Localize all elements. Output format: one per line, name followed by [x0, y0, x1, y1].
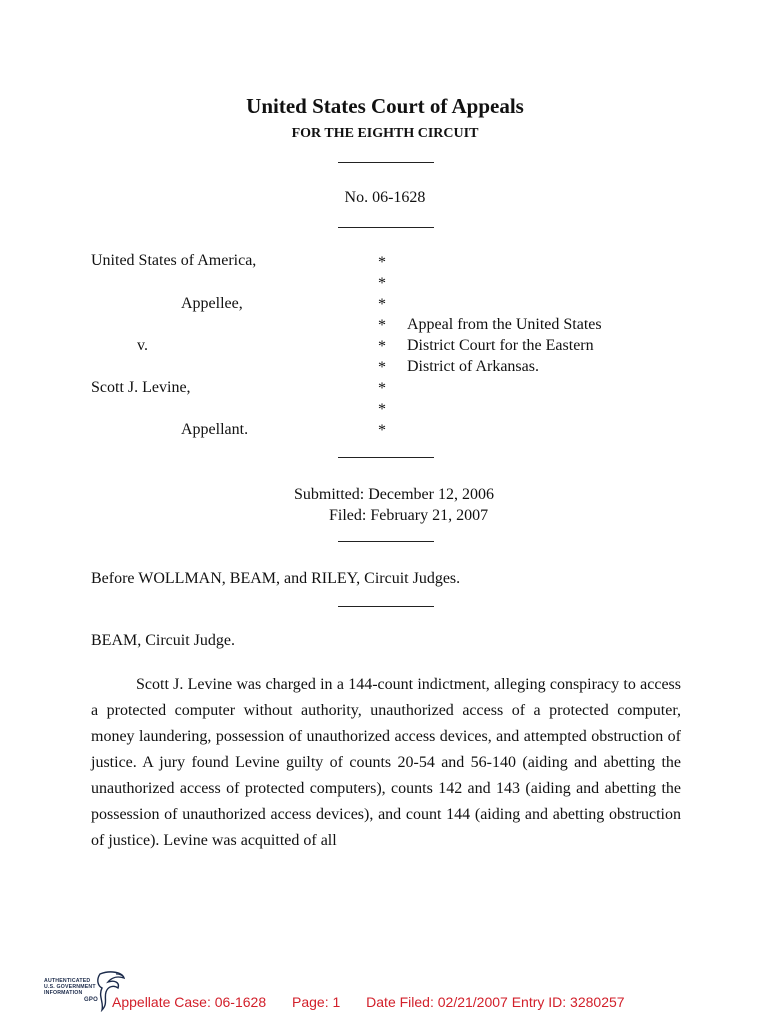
case-number: No. 06-1628	[344, 189, 426, 206]
opinion-author: BEAM, Circuit Judge.	[91, 632, 235, 649]
electronic-filing-stamp	[112, 994, 647, 1010]
caption-star: *	[378, 338, 386, 355]
party-defendant: Scott J. Levine,	[91, 379, 191, 396]
caption-star: *	[378, 296, 386, 313]
caption-star: *	[378, 317, 386, 334]
divider	[338, 162, 434, 163]
appeal-from-line: Appeal from the United States	[407, 316, 602, 333]
versus-label: v.	[137, 337, 148, 354]
logo-text: GPO	[84, 997, 98, 1003]
footer-date-filed: Date Filed: 02/21/2007 Entry ID: 3280257	[366, 994, 625, 1010]
divider	[338, 227, 434, 228]
footer-page: Page: 1	[292, 994, 341, 1010]
opinion-paragraph: Scott J. Levine was charged in a 144-count indictment, alleging conspiracy to access a protected computer without authority, unauthorized access of a protected computer, money laundering, possession of unauthorized access devices, and attempted obstruction of justice. A jury found Levine guilty of counts 20-54 and 56-140 (aiding and abetting the unauthorized access of protected computers), counts 142 and 143 (aiding and abetting the possession of unauthorized access devices), and count 144 (aiding and abetting obstruction of justice). Levine was acquitted of all	[91, 676, 681, 849]
divider	[338, 541, 434, 542]
party-role-appellant: Appellant.	[181, 421, 249, 438]
caption-star: *	[378, 275, 386, 292]
circuit-subtitle: FOR THE EIGHTH CIRCUIT	[291, 126, 479, 141]
caption-star: *	[378, 380, 386, 397]
logo-text: INFORMATION	[44, 990, 83, 996]
caption-star: *	[378, 422, 386, 439]
divider	[338, 457, 434, 458]
panel-judges: Before WOLLMAN, BEAM, and RILEY, Circuit Judges.	[91, 570, 461, 587]
appeal-from-line: District of Arkansas.	[407, 358, 539, 375]
court-title: United States Court of Appeals	[246, 94, 524, 118]
caption-star: *	[378, 401, 386, 418]
logo-text: U.S. GOVERNMENT	[44, 984, 96, 990]
submitted-date: Submitted: December 12, 2006	[294, 486, 494, 503]
caption-star: *	[378, 359, 386, 376]
party-role-appellee: Appellee,	[181, 295, 243, 312]
caption-star: *	[378, 254, 386, 271]
appeal-from-line: District Court for the Eastern	[407, 337, 594, 354]
divider	[338, 606, 434, 607]
party-plaintiff: United States of America,	[91, 252, 257, 269]
filed-date: Filed: February 21, 2007	[329, 507, 489, 524]
footer-case-number: Appellate Case: 06-1628	[112, 994, 267, 1010]
logo-text: AUTHENTICATED	[44, 978, 91, 984]
